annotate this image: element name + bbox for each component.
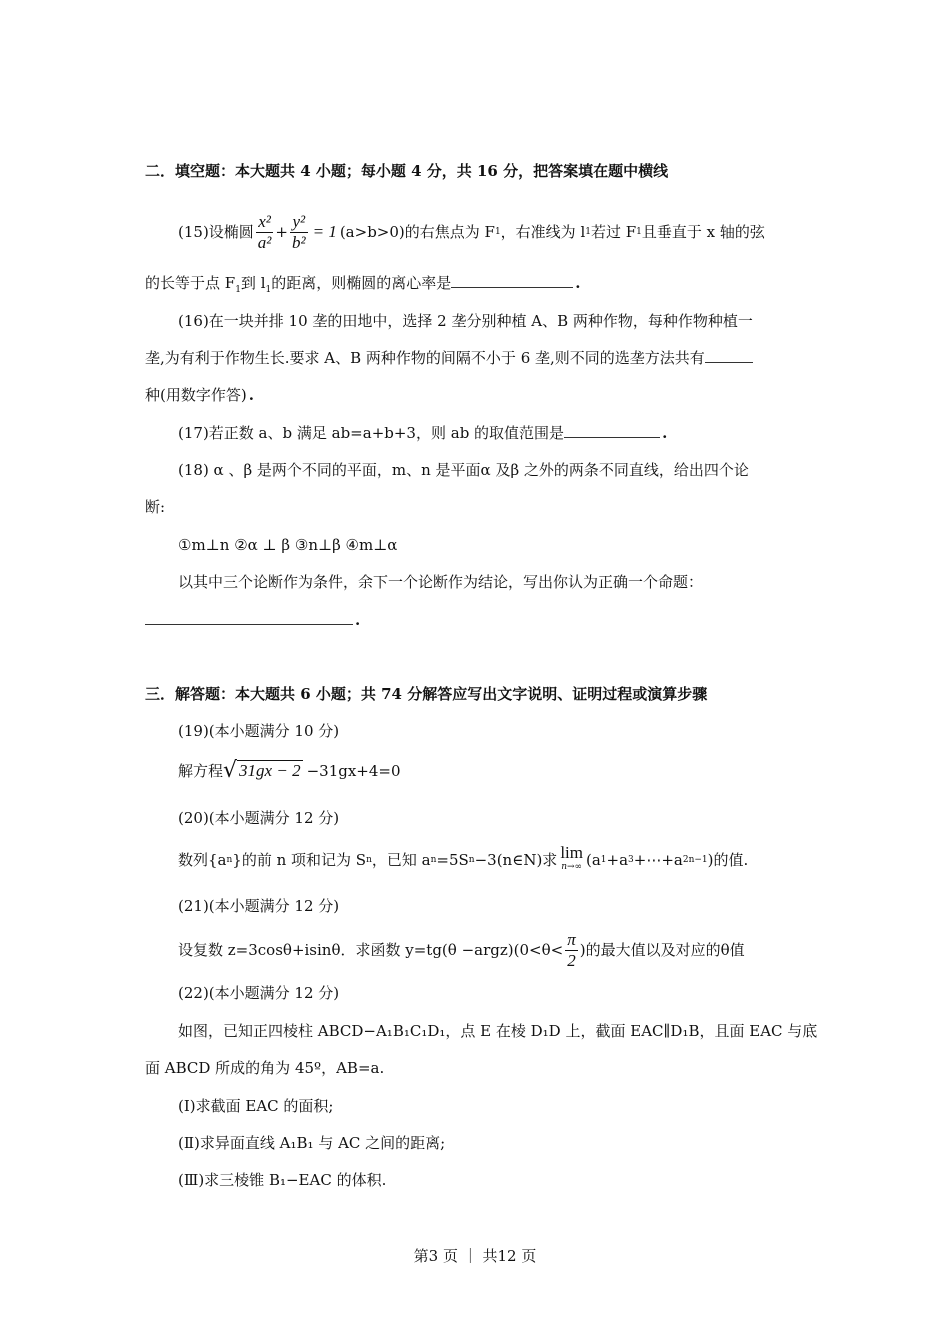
q16-line3: 种(用数字作答) [145, 386, 247, 404]
lim-text: lim [560, 843, 583, 862]
q19-prefix: 解方程 [178, 761, 224, 780]
question-16-line-1: (16)在一块并排 10 垄的田地中，选择 2 垄分别种植 A、B 两种作物，每种作物种植一 [178, 312, 753, 330]
q15-text3: 且垂直于 x 轴的弦 [641, 223, 765, 241]
question-21-body [178, 928, 745, 972]
question-16-line-3 [145, 385, 254, 405]
plus-sign: + [275, 223, 288, 241]
q19-suffix: −31gx+4=0 [306, 761, 401, 780]
subscript: 1 [265, 285, 272, 295]
question-18-line-4: 以其中三个论断作为条件，余下一个论断作为结论，写出你认为正确一个命题： [178, 573, 704, 591]
q15-line2a: 的长等于点 F [145, 274, 236, 292]
subscript: n [226, 855, 233, 865]
section-3-heading: 三．解答题：本大题共 6 小题；共 74 分解答应写出文字说明、证明过程或演算步骤 [145, 685, 708, 703]
question-20-header: (20)(本小题满分 12 分) [178, 809, 340, 827]
subscript: n [430, 855, 437, 865]
period-dot: . [355, 611, 361, 629]
answer-blank-15[interactable] [451, 273, 573, 288]
question-19-body [178, 757, 401, 783]
answer-blank-16[interactable] [705, 348, 753, 363]
page-footer: 第3 页 ｜ 共12 页 [413, 1247, 537, 1265]
question-19-header: (19)(本小题满分 10 分) [178, 722, 340, 740]
subscript: n [468, 855, 475, 865]
question-16-line-2 [145, 348, 753, 368]
frac2-denominator: b² [291, 232, 306, 252]
subscript: 1 [636, 227, 642, 237]
q20-p1: 数列{a [178, 851, 227, 869]
question-22-part-3: (Ⅲ)求三棱锥 B₁−EAC 的体积. [178, 1171, 387, 1189]
question-20-body [178, 843, 749, 874]
q17-text: (17)若正数 a、b 满足 ab=a+b+3，则 ab 的取值范围是 [178, 424, 565, 442]
subscript: 1 [585, 227, 591, 237]
question-22-part-2: (Ⅱ)求异面直线 A₁B₁ 与 AC 之间的距离; [178, 1134, 446, 1152]
radicand: 31gx − 2 [239, 761, 301, 780]
limit-operator [560, 843, 583, 874]
equals-one: = 1 [312, 222, 337, 241]
fraction-y2-b2 [290, 212, 308, 253]
q15-text1: ，右准线为 l [500, 223, 586, 241]
answer-blank-17[interactable] [564, 423, 660, 438]
period-dot: . [662, 424, 668, 442]
question-22-header: (22)(本小题满分 12 分) [178, 984, 340, 1002]
subscript: 3 [628, 855, 634, 865]
question-22-part-1: (Ⅰ)求截面 EAC 的面积; [178, 1097, 334, 1115]
q20-p6: (a [585, 851, 601, 869]
two-denominator: 2 [567, 950, 576, 970]
answer-blank-18[interactable] [145, 610, 353, 625]
q20-p3: ，已知 a [371, 851, 431, 869]
question-18-line-2: 断: [145, 498, 166, 516]
question-18-line-1: (18) α 、β 是两个不同的平面，m、n 是平面α 及β 之外的两条不同直线，给出四个论 [178, 461, 749, 479]
pi-numerator: π [567, 929, 576, 949]
question-17 [178, 423, 667, 443]
question-15-line-2 [145, 273, 580, 300]
q20-p8: +⋯+a [633, 851, 683, 869]
q20-p9: )的值. [707, 851, 749, 869]
q16-line2: 垄,为有利于作物生长.要求 A、B 两种作物的间隔不小于 6 垄,则不同的选垄方法共有 [145, 349, 705, 367]
lim-subscript: n→∞ [561, 862, 583, 872]
q15-line2c: 的距离，则椭圆的离心率是 [271, 274, 452, 292]
sqrt-icon: √ [223, 757, 238, 783]
question-18-options: ①m⊥n ②α ⊥ β ③n⊥β ④m⊥α [178, 536, 398, 554]
subscript: n [366, 855, 372, 865]
q15-prefix: (15)设椭圆 [178, 223, 254, 241]
q20-p4: =5S [436, 851, 469, 869]
frac1-numerator: x² [256, 212, 274, 233]
question-22-line-2: 面 ABCD 所成的角为 45º，AB=a. [145, 1059, 385, 1077]
period-dot: . [575, 274, 581, 292]
q15-condition: (a>b>0)的右焦点为 F [339, 223, 495, 241]
question-15 [178, 212, 765, 252]
subscript: 1 [600, 855, 607, 865]
q20-p5: −3(n∈N)求 [474, 851, 558, 869]
subscript: 2n−1 [682, 855, 708, 865]
subscript: 1 [494, 227, 501, 237]
frac1-denominator: a² [257, 232, 272, 252]
question-18-answer-line [145, 610, 360, 630]
q21-p2: )的最大值以及对应的θ值 [579, 941, 745, 959]
period-dot: . [248, 386, 254, 404]
q21-p1: 设复数 z=3cosθ+isinθ．求函数 y=tg(θ −argz)(0<θ< [178, 941, 564, 959]
q20-p2: }的前 n 项和记为 S [232, 851, 367, 869]
fraction-pi-2 [565, 930, 578, 971]
subscript: 1 [235, 285, 241, 295]
question-21-header: (21)(本小题满分 12 分) [178, 897, 340, 915]
section-2-heading: 二．填空题：本大题共 4 小题；每小题 4 分，共 16 分，把答案填在题中横线 [145, 162, 669, 180]
q15-text2: 若过 F [590, 223, 637, 241]
question-22-line-1: 如图，已知正四棱柱 ABCD−A₁B₁C₁D₁，点 E 在棱 D₁D 上，截面 EAC∥D₁B，且面 EAC 与底 [178, 1022, 818, 1040]
q15-line2b: 到 l [240, 274, 266, 292]
frac2-numerator: y² [290, 212, 308, 233]
q20-p7: +a [606, 851, 629, 869]
fraction-x2-a2 [256, 212, 274, 253]
